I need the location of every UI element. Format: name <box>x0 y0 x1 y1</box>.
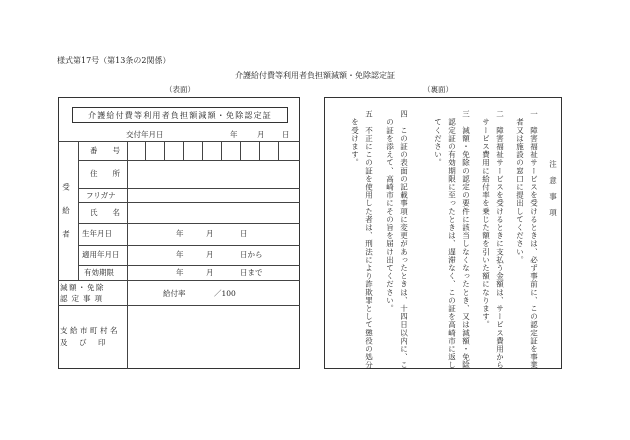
note-line: 認定証の有効期限に至ったときは、遅滞なく、この証を高崎市に返し <box>447 110 457 370</box>
number-label: 番 号 <box>90 146 120 155</box>
note-line: 五 不正にこの証を使用した者は、刑法により詐欺罪として懲役の処分 <box>364 110 374 370</box>
issuer-label-1: 支給市町村名 <box>60 326 120 335</box>
back-label: （裏面） <box>423 85 453 94</box>
expiry-year-unit: 年 <box>176 268 184 277</box>
document-title: 介護給付費等利用者負担額減額・免除認定証 <box>235 71 395 80</box>
birth-month-unit: 月 <box>206 229 214 238</box>
note-line: サービス費用に給付率を乗じた額を引いた額になります。 <box>481 110 491 329</box>
note-line: 二 障害福祉サービスを受けるときに支払う金額は、サービス費用から <box>495 110 505 370</box>
note-line: 者又は施設の窓口に提出してください。 <box>515 110 525 264</box>
expiry-day-unit: 日まで <box>240 268 263 277</box>
back-card <box>324 97 562 369</box>
benefit-rate-label: 給付率 <box>163 289 186 298</box>
issuer-label-2: 及 び 印 <box>60 338 108 347</box>
front-label: （表面） <box>165 85 195 94</box>
applicable-date-label: 適用年月日 <box>82 250 120 259</box>
furigana-label: フリガナ <box>86 191 116 200</box>
note-line: 一 障害福祉サービスを受けるときは、必ず事前に、この認定証を事業 <box>529 110 539 370</box>
expiry-label: 有効期限 <box>84 268 114 277</box>
birth-year-unit: 年 <box>176 229 184 238</box>
form-number: 様式第17号（第13条の2関係） <box>57 56 171 65</box>
note-line: 四 この証の表面の記載事項に変更があったときは、十四日以内に、こ <box>399 110 409 370</box>
notes-heading: 注 意 事 項 <box>548 160 558 217</box>
note-line: の証を添えて、高崎市にその旨を届け出てください。 <box>385 110 395 313</box>
note-line: を受けます。 <box>350 110 360 167</box>
reduction-label-1: 減額・免除 <box>60 283 105 292</box>
birthdate-label: 生年月日 <box>82 229 112 238</box>
birth-day-unit: 日 <box>240 229 248 238</box>
card-title: 介護給付費等利用者負担額減額・免除認定証 <box>72 107 288 123</box>
benefit-rate-value: ／100 <box>214 289 236 298</box>
address-label: 住 所 <box>90 169 120 178</box>
applicable-month-unit: 月 <box>206 250 214 259</box>
applicable-day-unit: 日から <box>240 250 263 259</box>
reduction-label-2: 認定事項 <box>60 294 106 303</box>
issue-month-unit: 月 <box>257 130 265 139</box>
name-label: 氏 名 <box>90 208 120 217</box>
expiry-month-unit: 月 <box>206 268 214 277</box>
issue-year-unit: 年 <box>230 130 238 139</box>
issue-date-label: 交付年月日 <box>126 130 164 139</box>
note-line: てください。 <box>433 110 443 167</box>
recipient-label: 受給者 <box>61 183 71 254</box>
applicable-year-unit: 年 <box>176 250 184 259</box>
note-line: 三 減額・免除の認定の要件に該当しなくなったとき、又は減額・免除 <box>461 110 471 370</box>
issue-day-unit: 日 <box>282 130 290 139</box>
